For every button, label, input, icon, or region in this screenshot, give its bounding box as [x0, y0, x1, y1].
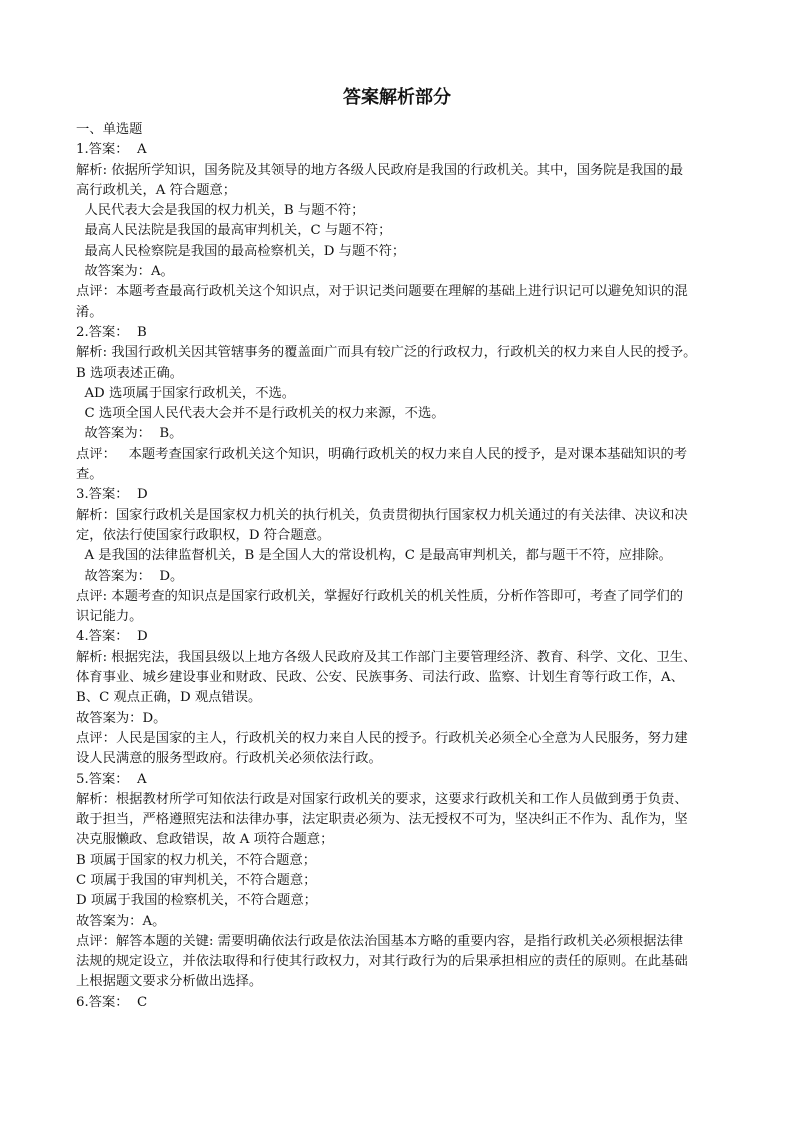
text-line: B、C 观点正确，D 观点错误。	[76, 690, 262, 706]
text-line: 上根据题文要求分析做出选择。	[76, 974, 263, 990]
text-line: 1.答案： A	[76, 142, 147, 158]
text-line: 法规的规定设立，并依法取得和行使其行政权力，对其行政行为的后果承担相应的责任的原则。在此基础	[76, 954, 688, 970]
text-line: 最高人民法院是我国的最高审判机关，C 与题不符；	[76, 223, 392, 239]
text-line: 查。	[76, 467, 103, 483]
text-line: 故答案为：A。	[76, 264, 174, 280]
text-line: 高行政机关，A 符合题意；	[76, 182, 237, 198]
text-line: 敢于担当，严格遵照宪法和法律办事，法定职责必须为、法无授权不可为，坚决纠正不作为、乱作为，坚	[76, 812, 688, 828]
text-line: C 项属于我国的审判机关，不符合题意；	[76, 872, 317, 888]
text-line: A 是我国的法律监督机关，B 是全国人大的常设机构，C 是最高审判机关，都与题干不符，应排除。	[76, 548, 672, 564]
text-line: 2.答案： B	[76, 324, 147, 340]
text-line: 故答案为：A。	[76, 913, 166, 929]
text-line: C 选项全国人民代表大会并不是行政机关的权力来源，不选。	[76, 406, 445, 422]
text-line: 一、单选题	[76, 122, 143, 137]
text-line: 解析: 根据宪法，我国县级以上地方各级人民政府及其工作部门主要管理经济、教育、科学、文化、卫生、	[76, 649, 697, 665]
text-line: 定，依法行使国家行政职权，D 符合题意。	[76, 527, 331, 543]
text-line: 点评：解答本题的关键: 需要明确依法行政是依法治国基本方略的重要内容，是指行政机关必须根据法律	[76, 933, 684, 949]
text-line: 解析：根据教材所学可知依法行政是对国家行政机关的要求，这要求行政机关和工作人员做到勇于负责、	[76, 791, 688, 807]
text-line: 点评： 本题考查国家行政机关这个知识，明确行政机关的权力来自人民的授予，是对课本基础知识的考	[76, 446, 688, 462]
text-line: 故答案为： B。	[76, 426, 183, 442]
text-line: 5.答案： A	[76, 771, 147, 787]
text-line: 点评：本题考查最高行政机关这个知识点，对于识记类问题要在理解的基础上进行识记可以避免知识的混	[76, 284, 688, 300]
text-line: 4.答案： D	[76, 629, 148, 645]
text-line: 设人民满意的服务型政府。行政机关必须依法行政。	[76, 751, 382, 767]
text-line: AD 选项属于国家行政机关，不选。	[76, 385, 296, 401]
text-line: 解析: 依据所学知识，国务院及其领导的地方各级人民政府是我国的行政机关。其中，国务院是我国的最	[76, 162, 684, 178]
text-line: 故答案为：D。	[76, 710, 167, 726]
text-line: 识记能力。	[76, 609, 143, 625]
text-line: 故答案为： D。	[76, 568, 184, 584]
text-line: 人民代表大会是我国的权力机关，B 与题不符；	[76, 203, 365, 219]
text-line: 解析：国家行政机关是国家权力机关的执行机关，负责贯彻执行国家权力机关通过的有关法律、决议和决	[76, 507, 688, 523]
text-line: B 选项表述正确。	[76, 365, 184, 381]
text-line: 3.答案： D	[76, 487, 148, 503]
text-line: 点评：人民是国家的主人，行政机关的权力来自人民的授予。行政机关必须全心全意为人民服务，努力建	[76, 730, 688, 746]
text-line: 淆。	[76, 304, 103, 320]
text-line: B 项属于国家的权力机关，不符合题意；	[76, 852, 317, 868]
text-line: 决克服懒政、怠政错误，故 A 项符合题意；	[76, 832, 334, 848]
page-title: 答案解析部分	[343, 87, 451, 108]
text-line: 点评: 本题考查的知识点是国家行政机关，掌握好行政机关的机关性质，分析作答即可，考查了同学们的	[76, 588, 684, 604]
text-line: 解析: 我国行政机关因其管辖事务的覆盖面广而具有较广泛的行政权力，行政机关的权力来自人民的授予。	[76, 345, 697, 361]
text-line: D 项属于我国的检察机关，不符合题意；	[76, 893, 317, 909]
text-line: 最高人民检察院是我国的最高检察机关，D 与题不符；	[76, 243, 406, 259]
answer-explanation-body	[76, 120, 718, 1013]
text-line: 体育事业、城乡建设事业和财政、民政、公安、民族事务、司法行政、监察、计划生育等行政工作，A、	[76, 670, 684, 686]
text-line: 6.答案： C	[76, 994, 148, 1010]
